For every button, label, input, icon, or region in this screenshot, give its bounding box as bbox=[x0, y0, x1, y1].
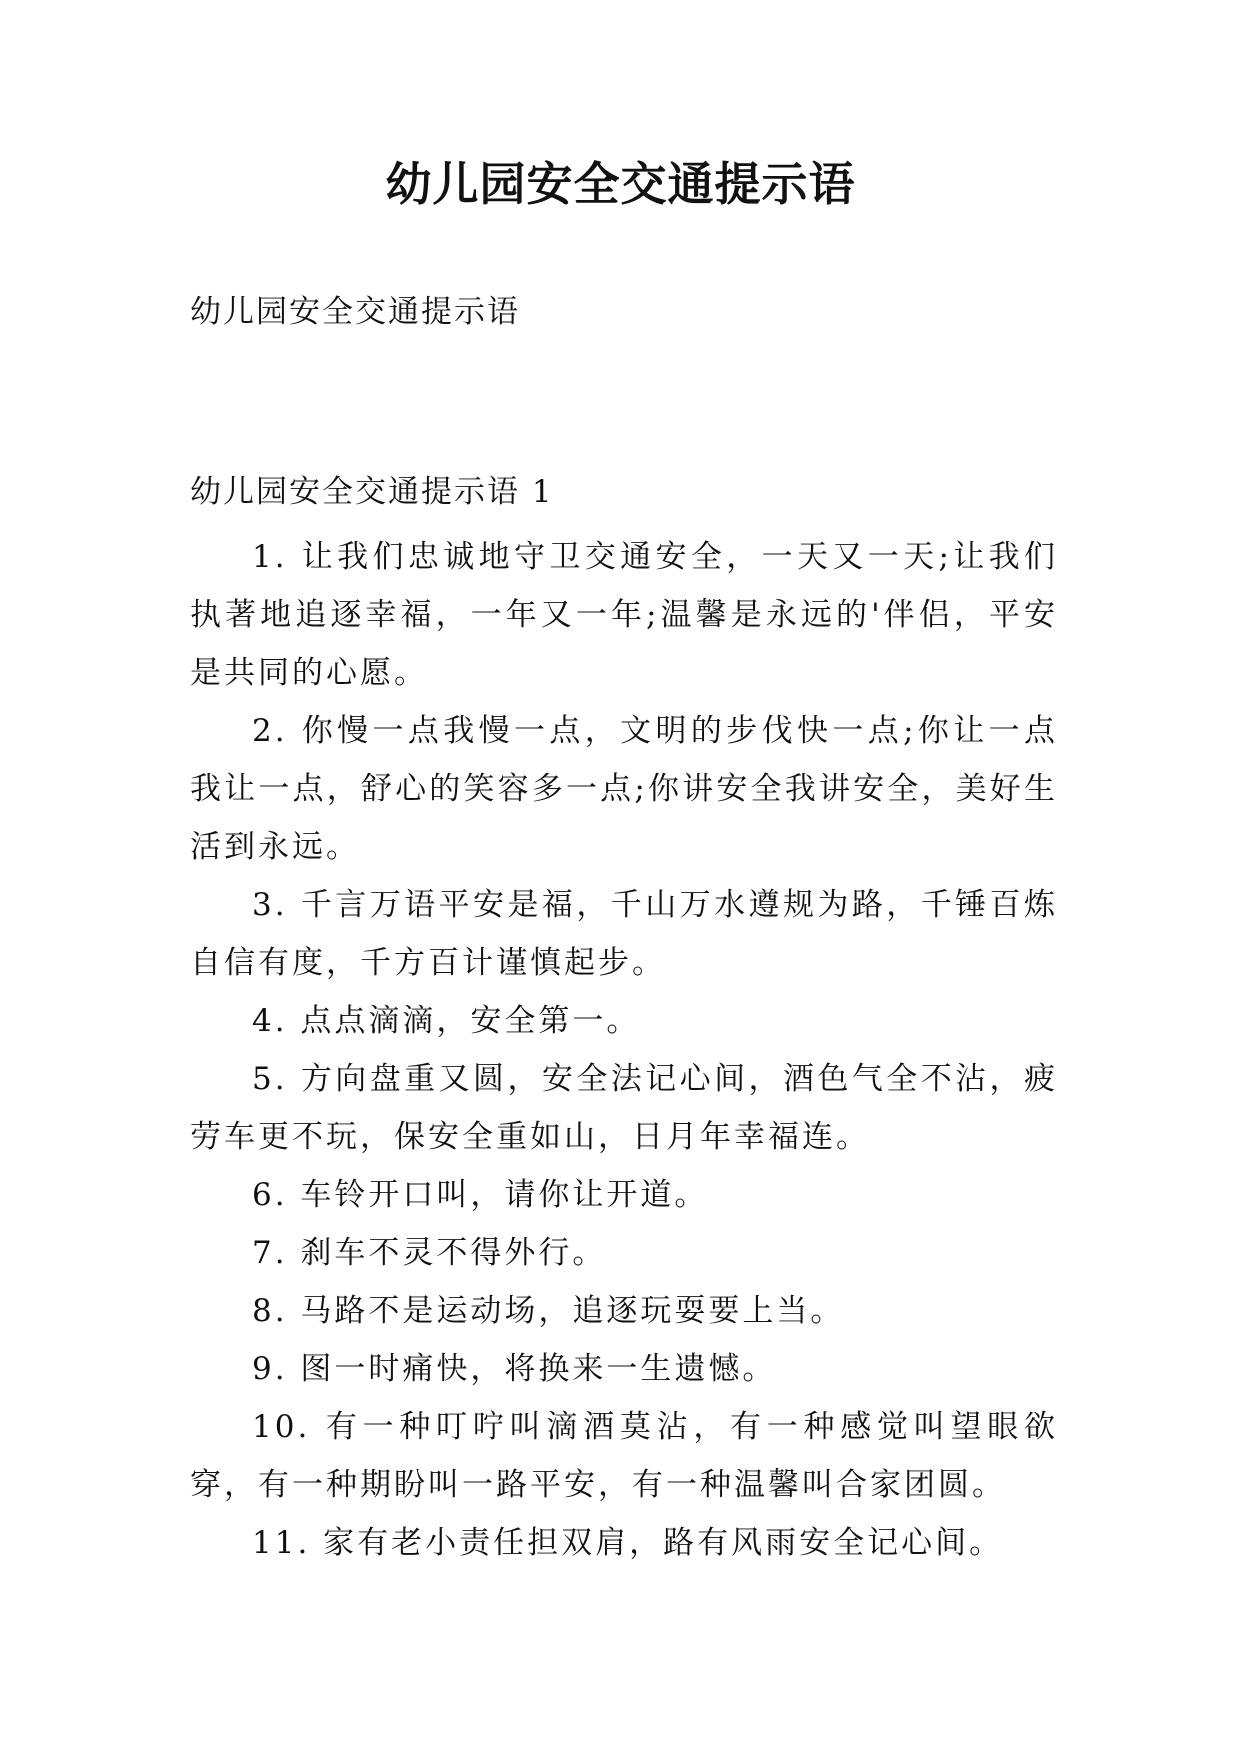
tip-item: 11. 家有老小责任担双肩，路有风雨安全记心间。 bbox=[252, 1525, 1004, 1561]
tip-item: 8. 马路不是运动场，追逐玩耍要上当。 bbox=[252, 1293, 845, 1329]
document-subtitle: 幼儿园安全交通提示语 bbox=[190, 294, 520, 330]
tip-item: 1. 让我们忠诚地守卫交通安全，一天又一天;让我们执著地追逐幸福，一年又一年;温馨是永远的'伴侣，平安是共同的心愿。 bbox=[190, 539, 1058, 691]
document-title: 幼儿园安全交通提示语 bbox=[385, 157, 856, 211]
tip-item: 10. 有一种叮咛叫滴酒莫沾，有一种感觉叫望眼欲穿，有一种期盼叫一路平安，有一种温馨叫合家团圆。 bbox=[190, 1409, 1058, 1503]
tip-item: 7. 刹车不灵不得外行。 bbox=[252, 1235, 607, 1271]
tip-item: 5. 方向盘重又圆，安全法记心间，酒色气全不沾，疲劳车更不玩，保安全重如山，日月年幸福连。 bbox=[190, 1061, 1058, 1155]
section-heading: 幼儿园安全交通提示语 1 bbox=[190, 474, 554, 510]
tip-list bbox=[190, 528, 1058, 1572]
tip-item: 2. 你慢一点我慢一点，文明的步伐快一点;你让一点我让一点，舒心的笑容多一点;你讲安全我讲安全，美好生活到永远。 bbox=[190, 713, 1058, 865]
tip-item: 6. 车铃开口叫，请你让开道。 bbox=[252, 1177, 709, 1213]
tip-item: 4. 点点滴滴，安全第一。 bbox=[252, 1003, 641, 1039]
tip-item: 9. 图一时痛快，将换来一生遗憾。 bbox=[252, 1351, 777, 1387]
tip-item: 3. 千言万语平安是福，千山万水遵规为路，千锤百炼自信有度，千方百计谨慎起步。 bbox=[190, 887, 1058, 981]
